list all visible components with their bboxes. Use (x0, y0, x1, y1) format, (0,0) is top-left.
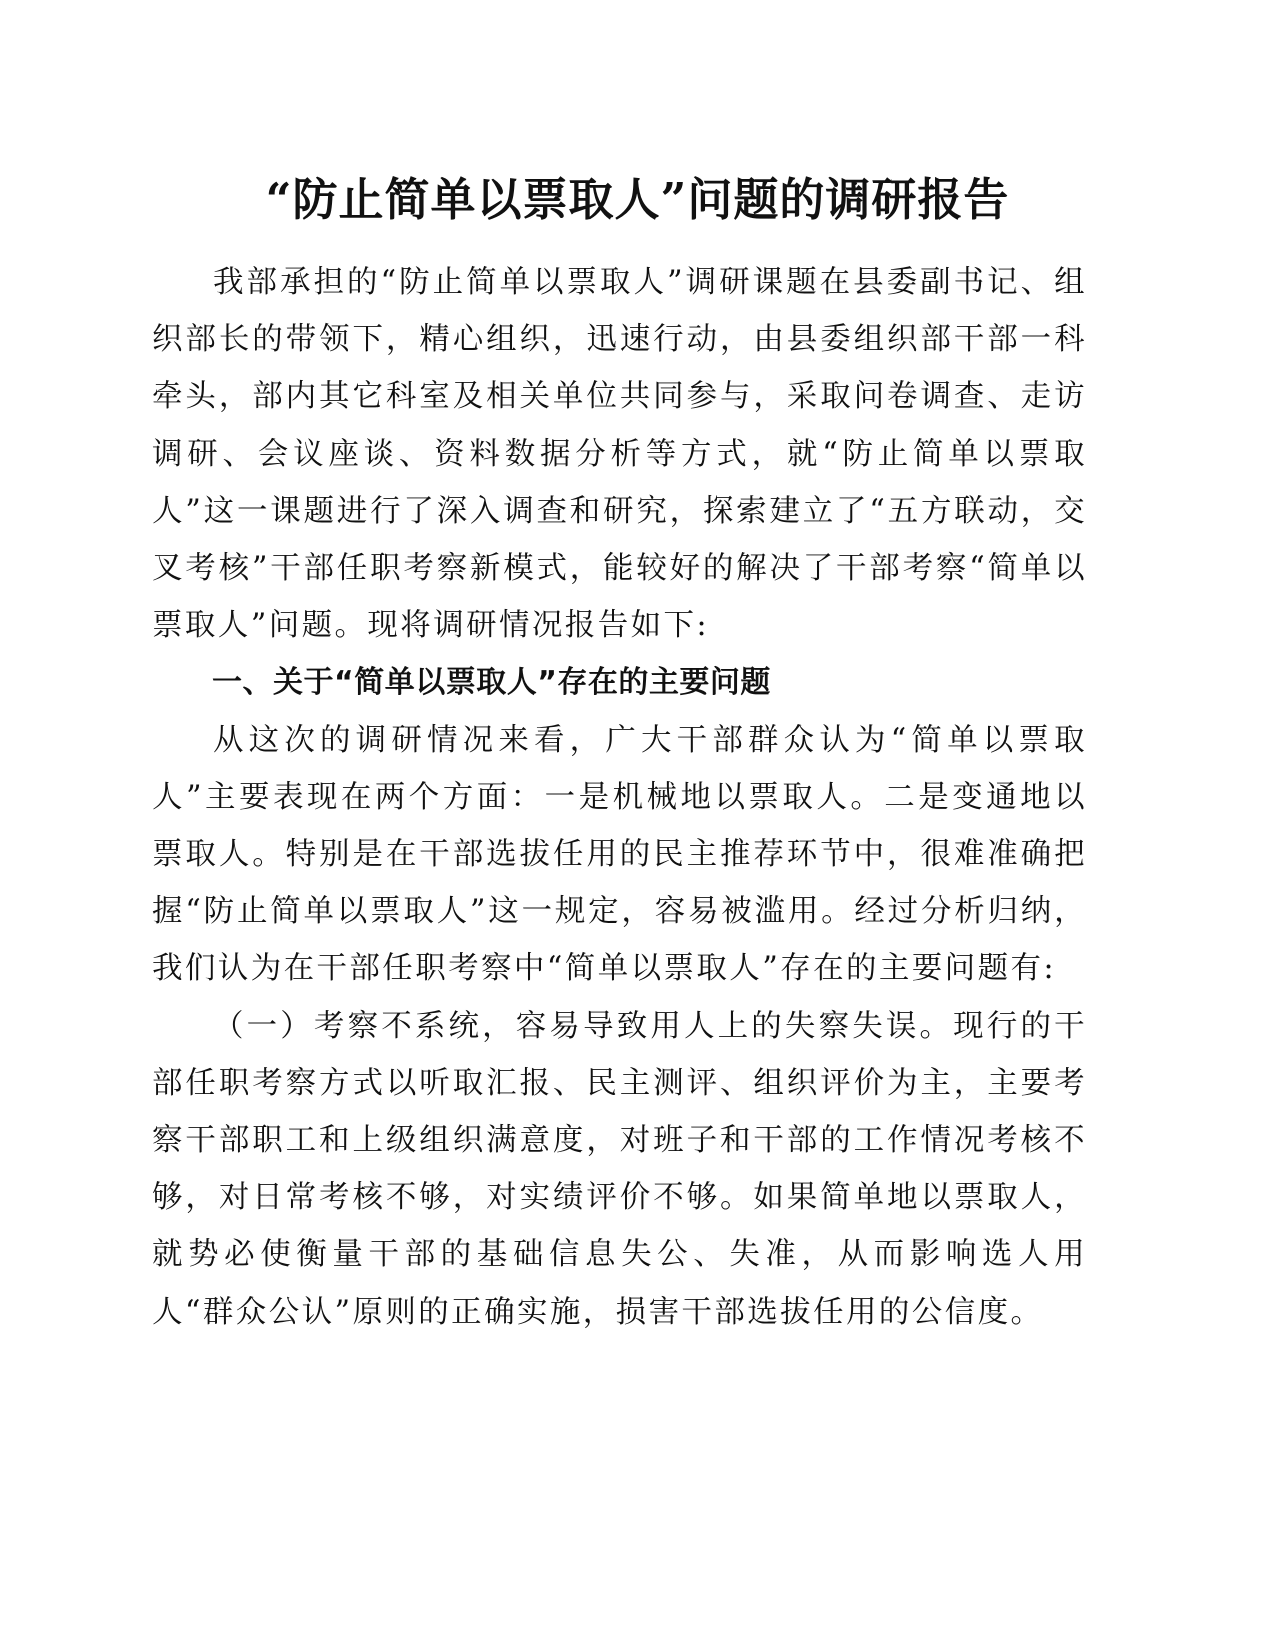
document-body (152, 254, 1087, 1341)
document-title: “防止简单以票取人”问题的调研报告 (265, 173, 1010, 226)
section-paragraph: 从这次的调研情况来看，广大干部群众认为“简单以票取人”主要表现在两个方面：一是机械地以票取人。二是变通地以票取人。特别是在干部选拔任用的民主推荐环节中，很难准确把握“防止简单以票取人”这一规定，容易被滥用。经过分析归纳，我们认为在干部任职考察中“简单以票取人”存在的主要问题有: (152, 722, 1087, 987)
subsection-text: 现行的干部任职考察方式以听取汇报、民主测评、组织评价为主，主要考察干部职工和上级组织满意度，对班子和干部的工作情况考核不够，对日常考核不够，对实绩评价不够。如果简单地以票取人，就势必使衡量干部的基础信息失公、失准，从而影响选人用人“群众公认”原则的正确实施，损害干部选拔任用的公信度。 (152, 1008, 1087, 1330)
subsection-lead: （一）考察不系统，容易导致用人上的失察失误。 (213, 1008, 954, 1044)
intro-paragraph: 我部承担的“防止简单以票取人”调研课题在县委副书记、组织部长的带领下，精心组织，迅速行动，由县委组织部干部一科牵头，部内其它科室及相关单位共同参与，采取问卷调查、走访调研、会议座谈、资料数据分析等方式，就“防止简单以票取人”这一课题进行了深入调查和研究，探索建立了“五方联动，交叉考核”干部任职考察新模式，能较好的解决了干部考察“简单以票取人”问题。现将调研情况报告如下: (152, 265, 1087, 644)
section-heading: 一、关于“简单以票取人”存在的主要问题 (212, 665, 771, 701)
subsection-paragraph (152, 998, 1087, 1341)
